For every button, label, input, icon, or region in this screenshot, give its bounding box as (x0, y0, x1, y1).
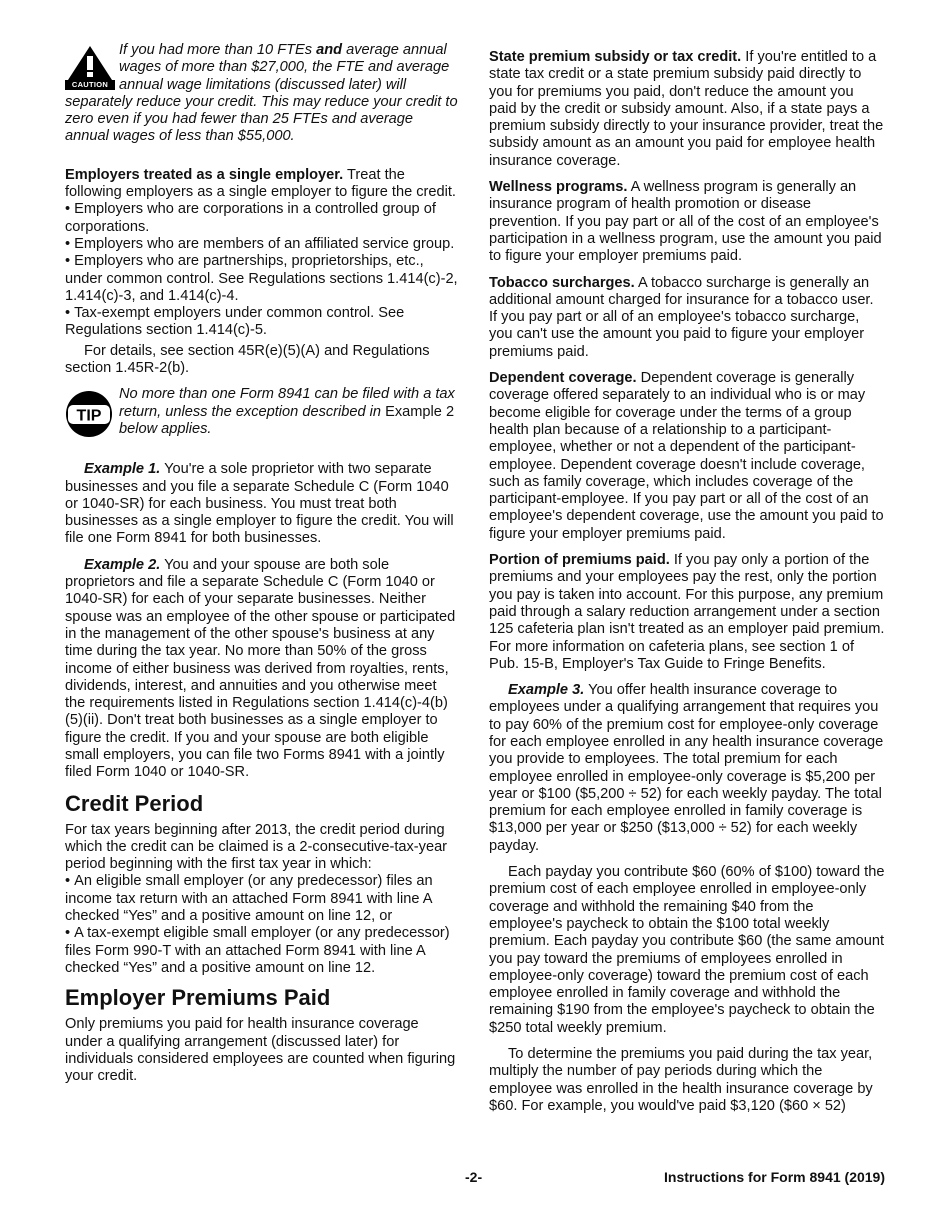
bullet-item: • An eligible small employer (or any predecessor) files an income tax return with an attached Form 8941 with line A checked “Yes” and a positive amount on line 12, or (65, 873, 459, 925)
payday-paragraph: Each payday you contribute $60 (60% of $100) toward the premium cost of each employee enrolled in employee-only coverage and withhold the remaining $40 from the employee's paycheck to obtain the $100 total weekly premium. Each payday you contribute $60 (the same amount you pay toward the premiums of employees enrolled in employee-only coverage) toward the premium cost of each employee enrolled in family coverage and withhold the remaining $190 from the employee's paycheck to obtain the $250 total weekly premium. (489, 864, 885, 1036)
credit-period-heading: Credit Period (65, 790, 204, 816)
bullet-item: • Tax-exempt employers under common control. See Regulations section 1.414(c)-5. (65, 305, 459, 340)
state-subsidy-paragraph: State premium subsidy or tax credit. If you're entitled to a state tax credit or a state premium subsidy paid directly to you for premiums you paid, don't reduce the amount you paid by the credit or subsidy amount. Also, if a state pays a premium subsidy directly to your insurance provider, treat the subsidy amount as an amount you paid for employee health insurance coverage. (489, 49, 884, 169)
dependent-paragraph: Dependent coverage. Dependent coverage is generally coverage offered separately to an individual who is or may become eligible for coverage under the terms of a group health plan because of a relationship to a participant-employee, whether or not a dependent of the participant-employee. Dependent coverage doesn't include coverage, such as family coverage, which includes coverage of the participant-employee. If you pay part or all of the cost of an employee's dependent coverage, use the amount you paid to figure your employer premiums paid. (489, 370, 884, 542)
tip-icon (65, 390, 113, 438)
caution-icon (65, 44, 115, 90)
portion-paragraph: Portion of premiums paid. If you pay only a portion of the premiums and your employees pay the rest, only the portion you pay is taken into account. For this purpose, any premium paid through a salary reduction arrangement under a section 125 cafeteria plan isn't treated as an employer paid premium. For more information on cafeteria plans, see section 1 of Pub. 15-B, Employer's Tax Guide to Fringe Benefits. (489, 552, 885, 672)
tip-text: No more than one Form 8941 can be filed with a tax return, unless the exception described in Example 2 below applies. (119, 386, 455, 437)
example-2: Example 2. You and your spouse are both sole proprietors and file a separate Schedule C (Form 1040 or 1040-SR) for each of your separate businesses. Neither spouse was an employee of the other spouse or participated in the management of the other spouse's business at any time during the tax year. No more than 50% of the gross income of either business was derived from royalties, rents, dividends, interest, and annuities and you otherwise meet the requirements listed in Regulations section 1.414(c)-4(b)(5)(ii). Don't treat both businesses as a single employer to figure the credit. If you and your spouse are both eligible small employers, you can file two Forms 8941 with a jointly filed Form 1040 or 1040-SR. (65, 556, 456, 781)
example-1: Example 1. You're a sole proprietor with two separate businesses and you file a separate Schedule C (Form 1040 or 1040-SR) for each business. You must treat both businesses as a single employer to figure the credit. You will file one Form 8941 for both businesses. (65, 461, 454, 547)
tip-label: TIP (76, 407, 102, 425)
caution-note (65, 42, 459, 155)
premiums-paid-heading: Employer Premiums Paid (65, 985, 331, 1011)
tip-note (65, 386, 459, 447)
bullet-item: • Employers who are members of an affiliated service group. (65, 236, 459, 253)
right-column (489, 49, 885, 1124)
bullet-item: • Employers who are partnerships, proprietorships, etc., under common control. See Regulations sections 1.414(c)-2, 1.414(c)-3, and 1.414(c)-4. (65, 253, 459, 305)
caution-text: If you had more than 10 FTEs and average annual wages of more than $27,000, the FTE and average annual wage limitations (discussed later) will separately reduce your credit. This may reduce your credit to zero even if you had fewer than 25 FTEs and average annual wages of less than $55,000. (65, 42, 458, 145)
page-number: -2- (465, 1169, 483, 1185)
caution-label: CAUTION (65, 80, 115, 90)
tobacco-paragraph: Tobacco surcharges. A tobacco surcharge is generally an additional amount charged for insurance for a tobacco user. If you pay part or all of an employee's tobacco surcharge, you can't use the amount you paid to figure your employer premiums paid. (489, 274, 874, 360)
wellness-paragraph: Wellness programs. A wellness program is generally an insurance program of health promotion or disease prevention. If you pay part or all of the cost of an employee's participation in a wellness program, use the amount you paid to figure your employer premiums paid. (489, 179, 882, 265)
single-employer-heading: Employers treated as a single employer. (65, 166, 344, 183)
credit-period-text: For tax years beginning after 2013, the credit period during which the credit can be claimed is a 2-consecutive-tax-year period beginning with the first tax year in which: (65, 821, 448, 873)
bullet-item: • Employers who are corporations in a controlled group of corporations. (65, 201, 459, 236)
premiums-paid-text: Only premiums you paid for health insurance coverage under a qualifying arrangement (discussed later) for individuals considered employees are counted when figuring your credit. (65, 1016, 456, 1085)
left-column (65, 42, 459, 1094)
single-employer-paragraph: Employers treated as a single employer. Treat the following employers as a single employer to figure the credit. (65, 166, 456, 201)
bullet-item: • A tax-exempt eligible small employer (or any predecessor) files Form 990-T with an attached Form 8941 with line A checked “Yes” and a positive amount on line 12. (65, 925, 459, 977)
example-3: Example 3. You offer health insurance coverage to employees under a qualifying arrangement that requires you to pay 60% of the premium cost for employee-only coverage for each employee enrolled in any health insurance coverage you provide to employees. The total premium for each employee enrolled in employee-only coverage is $5,200 per year or $100 ($5,200 ÷ 52) for each weekly payday. The total premium for each employee enrolled in family coverage is $13,000 per year or $250 ($13,000 ÷ 52) for each weekly payday. (489, 682, 884, 854)
determine-paragraph: To determine the premiums you paid during the tax year, multiply the number of pay periods during which the employee was enrolled in the health insurance coverage by $60. For example, you would've paid $3,120 ($60 × 52) (489, 1046, 873, 1114)
footer-title: Instructions for Form 8941 (2019) (664, 1169, 885, 1185)
details-paragraph: For details, see section 45R(e)(5)(A) and Regulations section 1.45R-2(b). (65, 342, 430, 377)
